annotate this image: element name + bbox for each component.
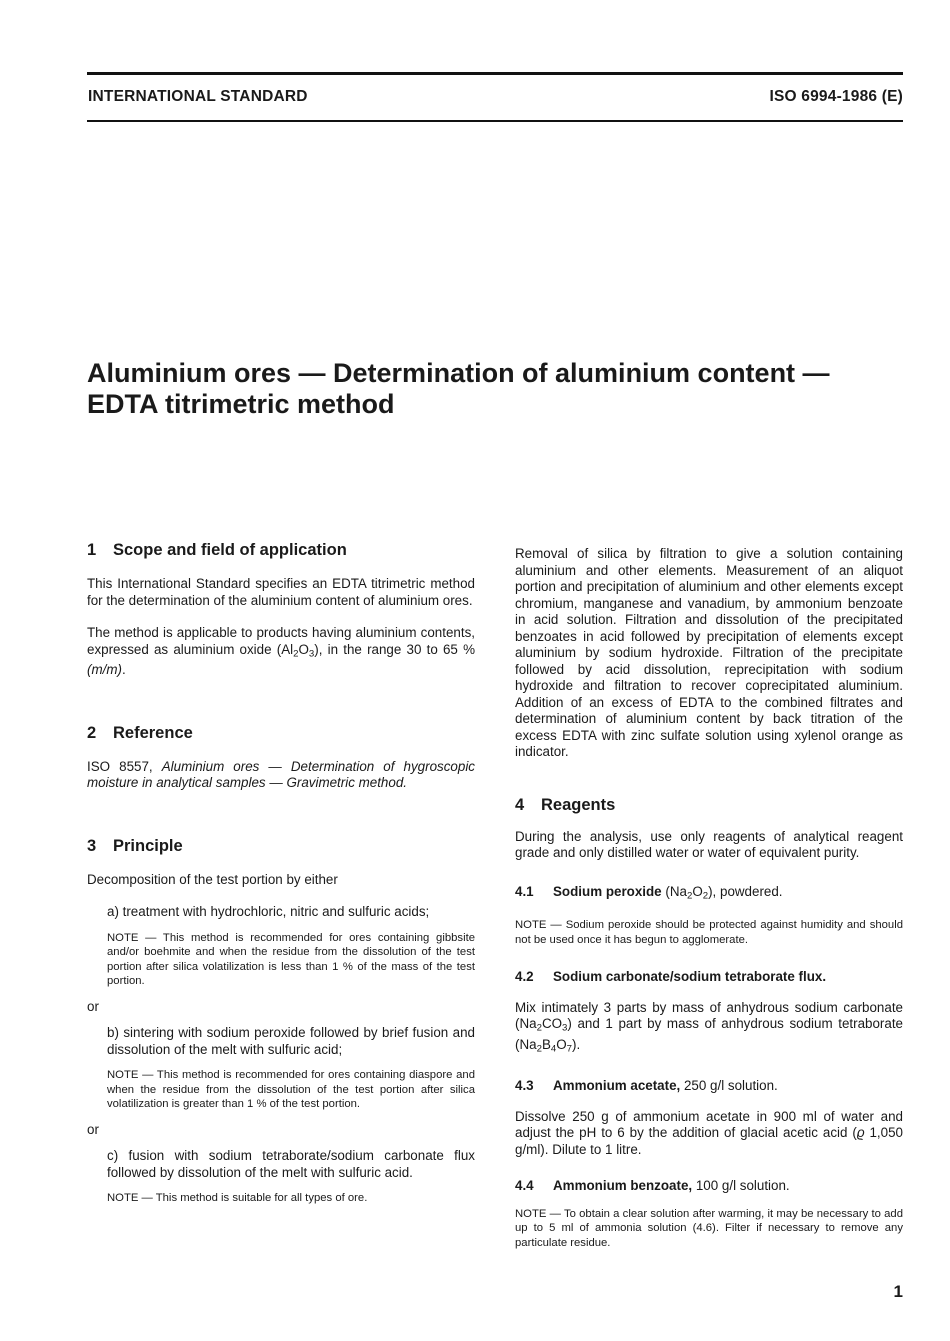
reference-entry: ISO 8557, Aluminium ores — Determination of hygroscopic moisture in analytical samples — Gravimetric method. [87,758,475,791]
principle-or-1: or [87,998,99,1014]
section-3-heading: 3 Principle [87,836,183,855]
header-bottom-rule [87,120,903,122]
document-title [87,358,917,420]
section-4-heading: 4 Reagents [515,795,616,814]
principle-continued: Removal of silica by filtration to give a solution containing aluminium and other elements. Measurement of an aliquot portion and precipitation of aluminium and other elements except chromium, manganese and vanadium, by ammonium benzoate in acid solution. Filtration and dissolution of the precipitated benzoates in acid followed by precipitation of elements except aluminium by sodium hydroxide. Filtration of the precipitate followed by acid dissolution, reprecipitation with sodium hydroxide and filtration to recover coprecipitated aluminium. Addition of an excess of EDTA to the combined filtrates and determination of aluminium content by back titration of the excess EDTA with zinc sulfate solution using xylenol orange as indicator. [515,546,903,759]
left-column [87,540,475,1206]
reagent-4-4-note: NOTE — To obtain a clear solution after warming, it may be necessary to add up to 5 ml of ammonia solution (4.6). Filter if necessary to remove any particulate residue. [515,1207,903,1249]
right-column [515,546,903,1250]
standard-number: ISO 6994-1986 (E) [769,88,903,105]
title-line-2: EDTA titrimetric method [87,389,395,419]
principle-or-2: or [87,1121,99,1137]
reagents-intro: During the analysis, use only reagents of analytical reagent grade and only distilled water or water of equivalent purity. [515,828,903,860]
section-1-heading: 1 Scope and field of application [87,541,347,559]
reagent-4-2-text: Mix intimately 3 parts by mass of anhydrous sodium carbonate $(Na_2CO_3)$ and 1 part by mass of anhydrous sodium tetraborate $(Na_2B_4O_7)$. [515,999,903,1055]
page-number: 1 [893,1282,903,1301]
section-2-heading: 2 Reference [87,723,193,742]
header-top-rule [87,72,903,75]
principle-intro: Decomposition of the test portion by either [87,871,338,887]
standard-type-label: INTERNATIONAL STANDARD [88,88,308,105]
reagent-4-3-text: Dissolve 250 g of ammonium acetate in 900 ml of water and adjust the pH to 6 by the addition of glacial acetic acid (ϱ 1,050 g/ml). Dilute to 1 litre. [515,1108,903,1157]
title-line-1: Aluminium ores — Determination of aluminium content — [87,358,830,388]
reagent-4-1-note: NOTE — Sodium peroxide should be protected against humidity and should not be used once it has begun to agglomerate. [515,919,903,946]
scope-paragraph-1: This International Standard specifies an EDTA titrimetric method for the determination of the aluminium content of aluminium ores. [87,576,475,608]
principle-option-c: c) fusion with sodium tetraborate/sodium carbonate flux followed by dissolution of the melt with sulfuric acid. [107,1148,475,1180]
reagent-4-1: 4.1 Sodium peroxide $(Na_2O_2)$, powdered. [515,883,783,901]
principle-option-a: a) treatment with hydrochloric, nitric and sulfuric acids; [107,904,430,920]
reagent-4-3: 4.3 Ammonium acetate, 250 g/l solution. [515,1078,778,1094]
reagent-4-4: 4.4 Ammonium benzoate, 100 g/l solution. [515,1178,790,1194]
principle-option-b: b) sintering with sodium peroxide followed by brief fusion and dissolution of the melt with sulfuric acid; [107,1025,475,1057]
principle-note-c: NOTE — This method is suitable for all types of ore. [107,1192,368,1205]
scope-paragraph-2: The method is applicable to products having aluminium contents, expressed as aluminium oxide $(Al_2O_3)$, in the range 30 to 65 % (m/m). [87,625,475,678]
reagent-4-2: 4.2 Sodium carbonate/sodium tetraborate flux. [515,969,827,985]
principle-note-a: NOTE — This method is recommended for ores containing gibbsite and/or boehmite and when the residue from the dissolution of the test portion after silica volatilization is less than 1 % of the mass of the test portion. [107,931,475,988]
principle-note-b: NOTE — This method is recommended for ores containing diaspore and when the residue from the dissolution of the test portion after silica volatilization is greater than 1 % of the test portion. [107,1069,475,1111]
